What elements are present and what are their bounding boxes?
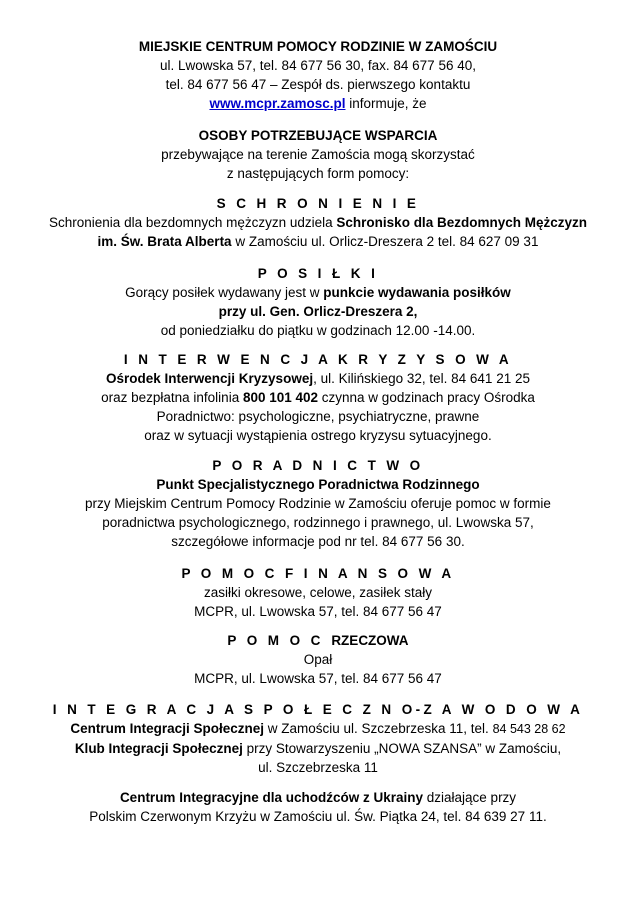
shelter-address: w Zamościu ul. Orlicz-Dreszera 2 tel. 84 627 09 31 xyxy=(231,234,539,249)
intro-title: OSOBY POTRZEBUJĄCE WSPARCIA xyxy=(198,128,438,143)
counseling-point-name: Punkt Specjalistycznego Poradnictwa Rodzinnego xyxy=(156,477,480,492)
material-aid-item: Opał xyxy=(303,652,333,667)
financial-aid-section xyxy=(0,564,636,621)
ukraine-text-b: działające przy xyxy=(423,790,517,805)
integration-club-assoc: przy Stowarzyszeniu „NOWA SZANSA” w Zamościu, xyxy=(242,741,562,756)
financial-aid-types: zasiłki okresowe, celowe, zasiłek stały xyxy=(203,585,433,600)
integration-section xyxy=(0,700,636,777)
integration-title: I N T E G R A C J A S P O Ł E C Z N O-Z A W O D O W A xyxy=(52,702,584,717)
counseling-line-3: poradnictwa psychologicznego, rodzinnego i prawnego, ul. Lwowska 57, xyxy=(102,515,534,530)
material-aid-section xyxy=(0,631,636,688)
material-aid-title-a: P O M O C xyxy=(227,633,324,648)
shelter-patron: im. Św. Brata Alberta xyxy=(97,234,232,249)
meals-section xyxy=(0,264,636,340)
integration-center-phone: 84 543 28 62 xyxy=(492,722,566,736)
ukraine-center-name: Centrum Integracyjne dla uchodźców z Ukrainy xyxy=(119,790,424,805)
crisis-address: , ul. Kilińskiego 32, tel. 84 641 21 25 xyxy=(313,371,530,386)
header-title: MIEJSKIE CENTRUM POMOCY RODZINIE W ZAMOŚCIU xyxy=(138,39,498,54)
material-aid-title-b: RZECZOWA xyxy=(331,633,409,648)
counseling-line-4: szczegółowe informacje pod nr tel. 84 677 56 30. xyxy=(171,534,465,549)
crisis-hotline-a: oraz bezpłatna infolinia xyxy=(101,390,243,405)
crisis-section xyxy=(0,350,636,445)
crisis-counseling: Poradnictwo: psychologiczne, psychiatryczne, prawne xyxy=(156,409,480,424)
header-link-suffix: informuje, że xyxy=(345,96,427,111)
website-link[interactable]: www.mcpr.zamosc.pl xyxy=(209,96,346,111)
meals-text-a: Gorący posiłek wydawany jest w xyxy=(125,285,324,300)
intro-line-2: z następujących form pomocy: xyxy=(226,166,410,181)
shelter-text-a: Schronienia dla bezdomnych mężczyzn udziela xyxy=(49,215,337,230)
shelter-section xyxy=(0,194,636,251)
meals-title: P O S I Ł K I xyxy=(257,266,379,281)
ukraine-address: Polskim Czerwonym Krzyżu w Zamościu ul. Św. Piątka 24, tel. 84 639 27 11. xyxy=(89,809,547,824)
counseling-section xyxy=(0,456,636,551)
financial-aid-title: P O M O C F I N A N S O W A xyxy=(181,566,455,581)
intro-line-1: przebywające na terenie Zamościa mogą skorzystać xyxy=(161,147,475,162)
integration-club-address: ul. Szczebrzeska 11 xyxy=(258,760,378,775)
counseling-line-2: przy Miejskim Centrum Pomocy Rodzinie w Zamościu oferuje pomoc w formie xyxy=(85,496,551,511)
header-phone-line: tel. 84 677 56 47 – Zespół ds. pierwszego kontaktu xyxy=(165,77,471,92)
integration-center-address: w Zamościu ul. Szczebrzeska 11, tel. xyxy=(263,721,493,736)
counseling-title: P O R A D N I C T W O xyxy=(212,458,424,473)
shelter-name: Schronisko dla Bezdomnych Mężczyzn xyxy=(336,215,587,230)
crisis-hotline-number: 800 101 402 xyxy=(242,390,319,405)
financial-aid-contact: MCPR, ul. Lwowska 57, tel. 84 677 56 47 xyxy=(194,604,442,619)
crisis-situation: oraz w sytuacji wystąpienia ostrego kryzysu sytuacyjnego. xyxy=(144,428,492,443)
meals-hours: od poniedziałku do piątku w godzinach 12.00 -14.00. xyxy=(160,323,476,338)
material-aid-contact: MCPR, ul. Lwowska 57, tel. 84 677 56 47 xyxy=(194,671,442,686)
integration-center-name: Centrum Integracji Społecznej xyxy=(70,721,264,736)
crisis-hotline-c: czynna w godzinach pracy Ośrodka xyxy=(318,390,535,405)
header-address-line: ul. Lwowska 57, tel. 84 677 56 30, fax. 84 677 56 40, xyxy=(160,58,476,73)
meals-address: przy ul. Gen. Orlicz-Dreszera 2, xyxy=(218,304,418,319)
meals-point: punkcie wydawania posiłków xyxy=(323,285,511,300)
intro-section xyxy=(0,126,636,183)
crisis-center-name: Ośrodek Interwencji Kryzysowej xyxy=(106,371,314,386)
crisis-title: I N T E R W E N C J A K R Y Z Y S O W A xyxy=(123,352,513,367)
integration-club-name: Klub Integracji Społecznej xyxy=(74,741,243,756)
ukraine-section xyxy=(0,788,636,826)
shelter-title: S C H R O N I E N I E xyxy=(216,196,420,211)
header-section xyxy=(0,37,636,113)
